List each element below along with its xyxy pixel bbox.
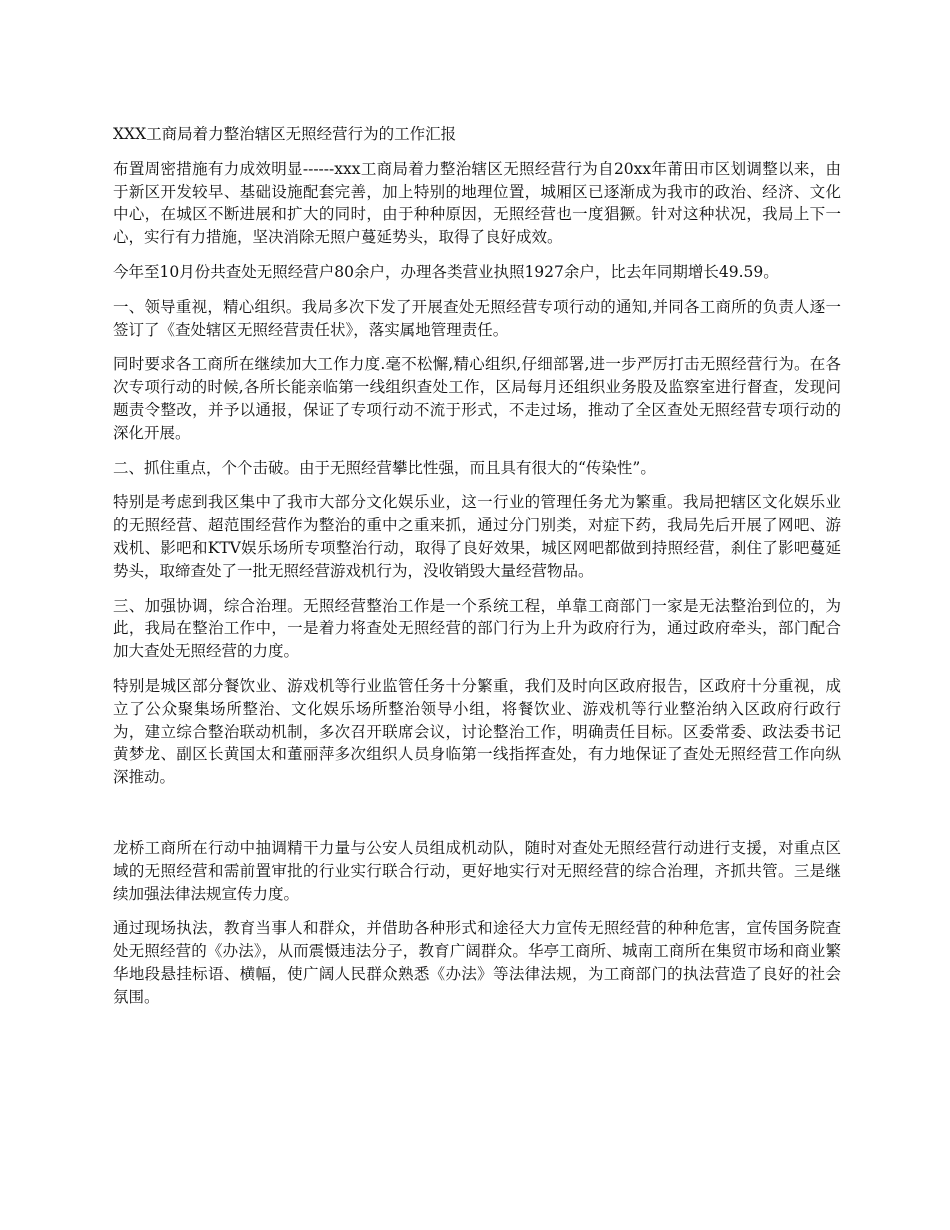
document-body <box>113 123 841 1021</box>
paragraph-intro: 布置周密措施有力成效明显------xxx工商局着力整治辖区无照经营行为自20xx年莆田市区划调整以来，由于新区开发较早、基础设施配套完善，加上特别的地理位置，城厢区已逐渐成为我市的政治、经济、文化中心，在城区不断进展和扩大的同时，由于种种原因，无照经营也一度猖獗。针对这种状况，我局上下一心，实行有力措施，坚决消除无照户蔓延势头，取得了良好成效。 <box>113 159 841 247</box>
paragraph-section-3: 三、加强协调，综合治理。无照经营整治工作是一个系统工程，单靠工商部门一家是无法整治到位的，为此，我局在整治工作中，一是着力将查处无照经营的部门行为上升为政府行为，通过政府牵头，部门配合加大查处无照经营的力度。 <box>113 596 841 661</box>
paragraph-section-2: 二、抓住重点，个个击破。由于无照经营攀比性强，而且具有很大的“传染性”。 <box>113 458 656 477</box>
blank-spacer <box>113 801 841 837</box>
paragraph-publicity: 通过现场执法，教育当事人和群众，并借助各种形式和途径大力宣传无照经营的种种危害，宣传国务院查处无照经营的《办法》，从而震慑违法分子，教育广阔群众。华亭工商所、城南工商所在集贸市场和商业繁华地段悬挂标语、横幅，使广阔人民群众熟悉《办法》等法律法规，为工商部门的执法营造了良好的社会氛围。 <box>113 919 841 1006</box>
paragraph-statistics: 今年至10月份共查处无照经营户80余户，办理各类营业执照1927余户，比去年同期增长49.59。 <box>113 262 779 281</box>
paragraph-section-1: 一、领导重视，精心组织。我局多次下发了开展查处无照经营专项行动的通知,并同各工商所的负责人逐一签订了《查处辖区无照经营责任状》，落实属地管理责任。 <box>113 297 841 339</box>
paragraph-section-2-detail: 特别是考虑到我区集中了我市大部分文化娱乐业，这一行业的管理任务尤为繁重。我局把辖区文化娱乐业的无照经营、超范围经营作为整治的重中之重来抓，通过分门别类，对症下药，我局先后开展了网吧、游戏机、影吧和KTV娱乐场所专项整治行动，取得了良好效果，城区网吧都做到持照经营，刹住了影吧蔓延势头，取缔查处了一批无照经营游戏机行为，没收销毁大量经营物品。 <box>113 493 841 580</box>
paragraph-section-1-detail: 同时要求各工商所在继续加大工作力度.毫不松懈,精心组织,仔细部署,进一步严厉打击无照经营行为。在各次专项行动的时候,各所长能亲临第一线组织查处工作，区局每月还组织业务股及监察室进行督查，发现问题责令整改，并予以通报，保证了专项行动不流于形式，不走过场，推动了全区查处无照经营专项行动的深化开展。 <box>113 355 841 442</box>
paragraph-longqiao: 龙桥工商所在行动中抽调精干力量与公安人员组成机动队，随时对查处无照经营行动进行支援，对重点区域的无照经营和需前置审批的行业实行联合行动，更好地实行对无照经营的综合治理，齐抓共管。三是继续加强法律法规宣传力度。 <box>113 838 841 903</box>
paragraph-section-3-detail: 特别是城区部分餐饮业、游戏机等行业监管任务十分繁重，我们及时向区政府报告，区政府十分重视，成立了公众聚集场所整治、文化娱乐场所整治领导小组，将餐饮业、游戏机等行业整治纳入区政府行政行为，建立综合整治联动机制，多次召开联席会议，讨论整治工作，明确责任目标。区委常委、政法委书记黄梦龙、副区长黄国太和董丽萍多次组织人员身临第一线指挥查处，有力地保证了查处无照经营工作向纵深推动。 <box>113 676 841 787</box>
document-title: XXX工商局着力整治辖区无照经营行为的工作汇报 <box>113 125 457 143</box>
